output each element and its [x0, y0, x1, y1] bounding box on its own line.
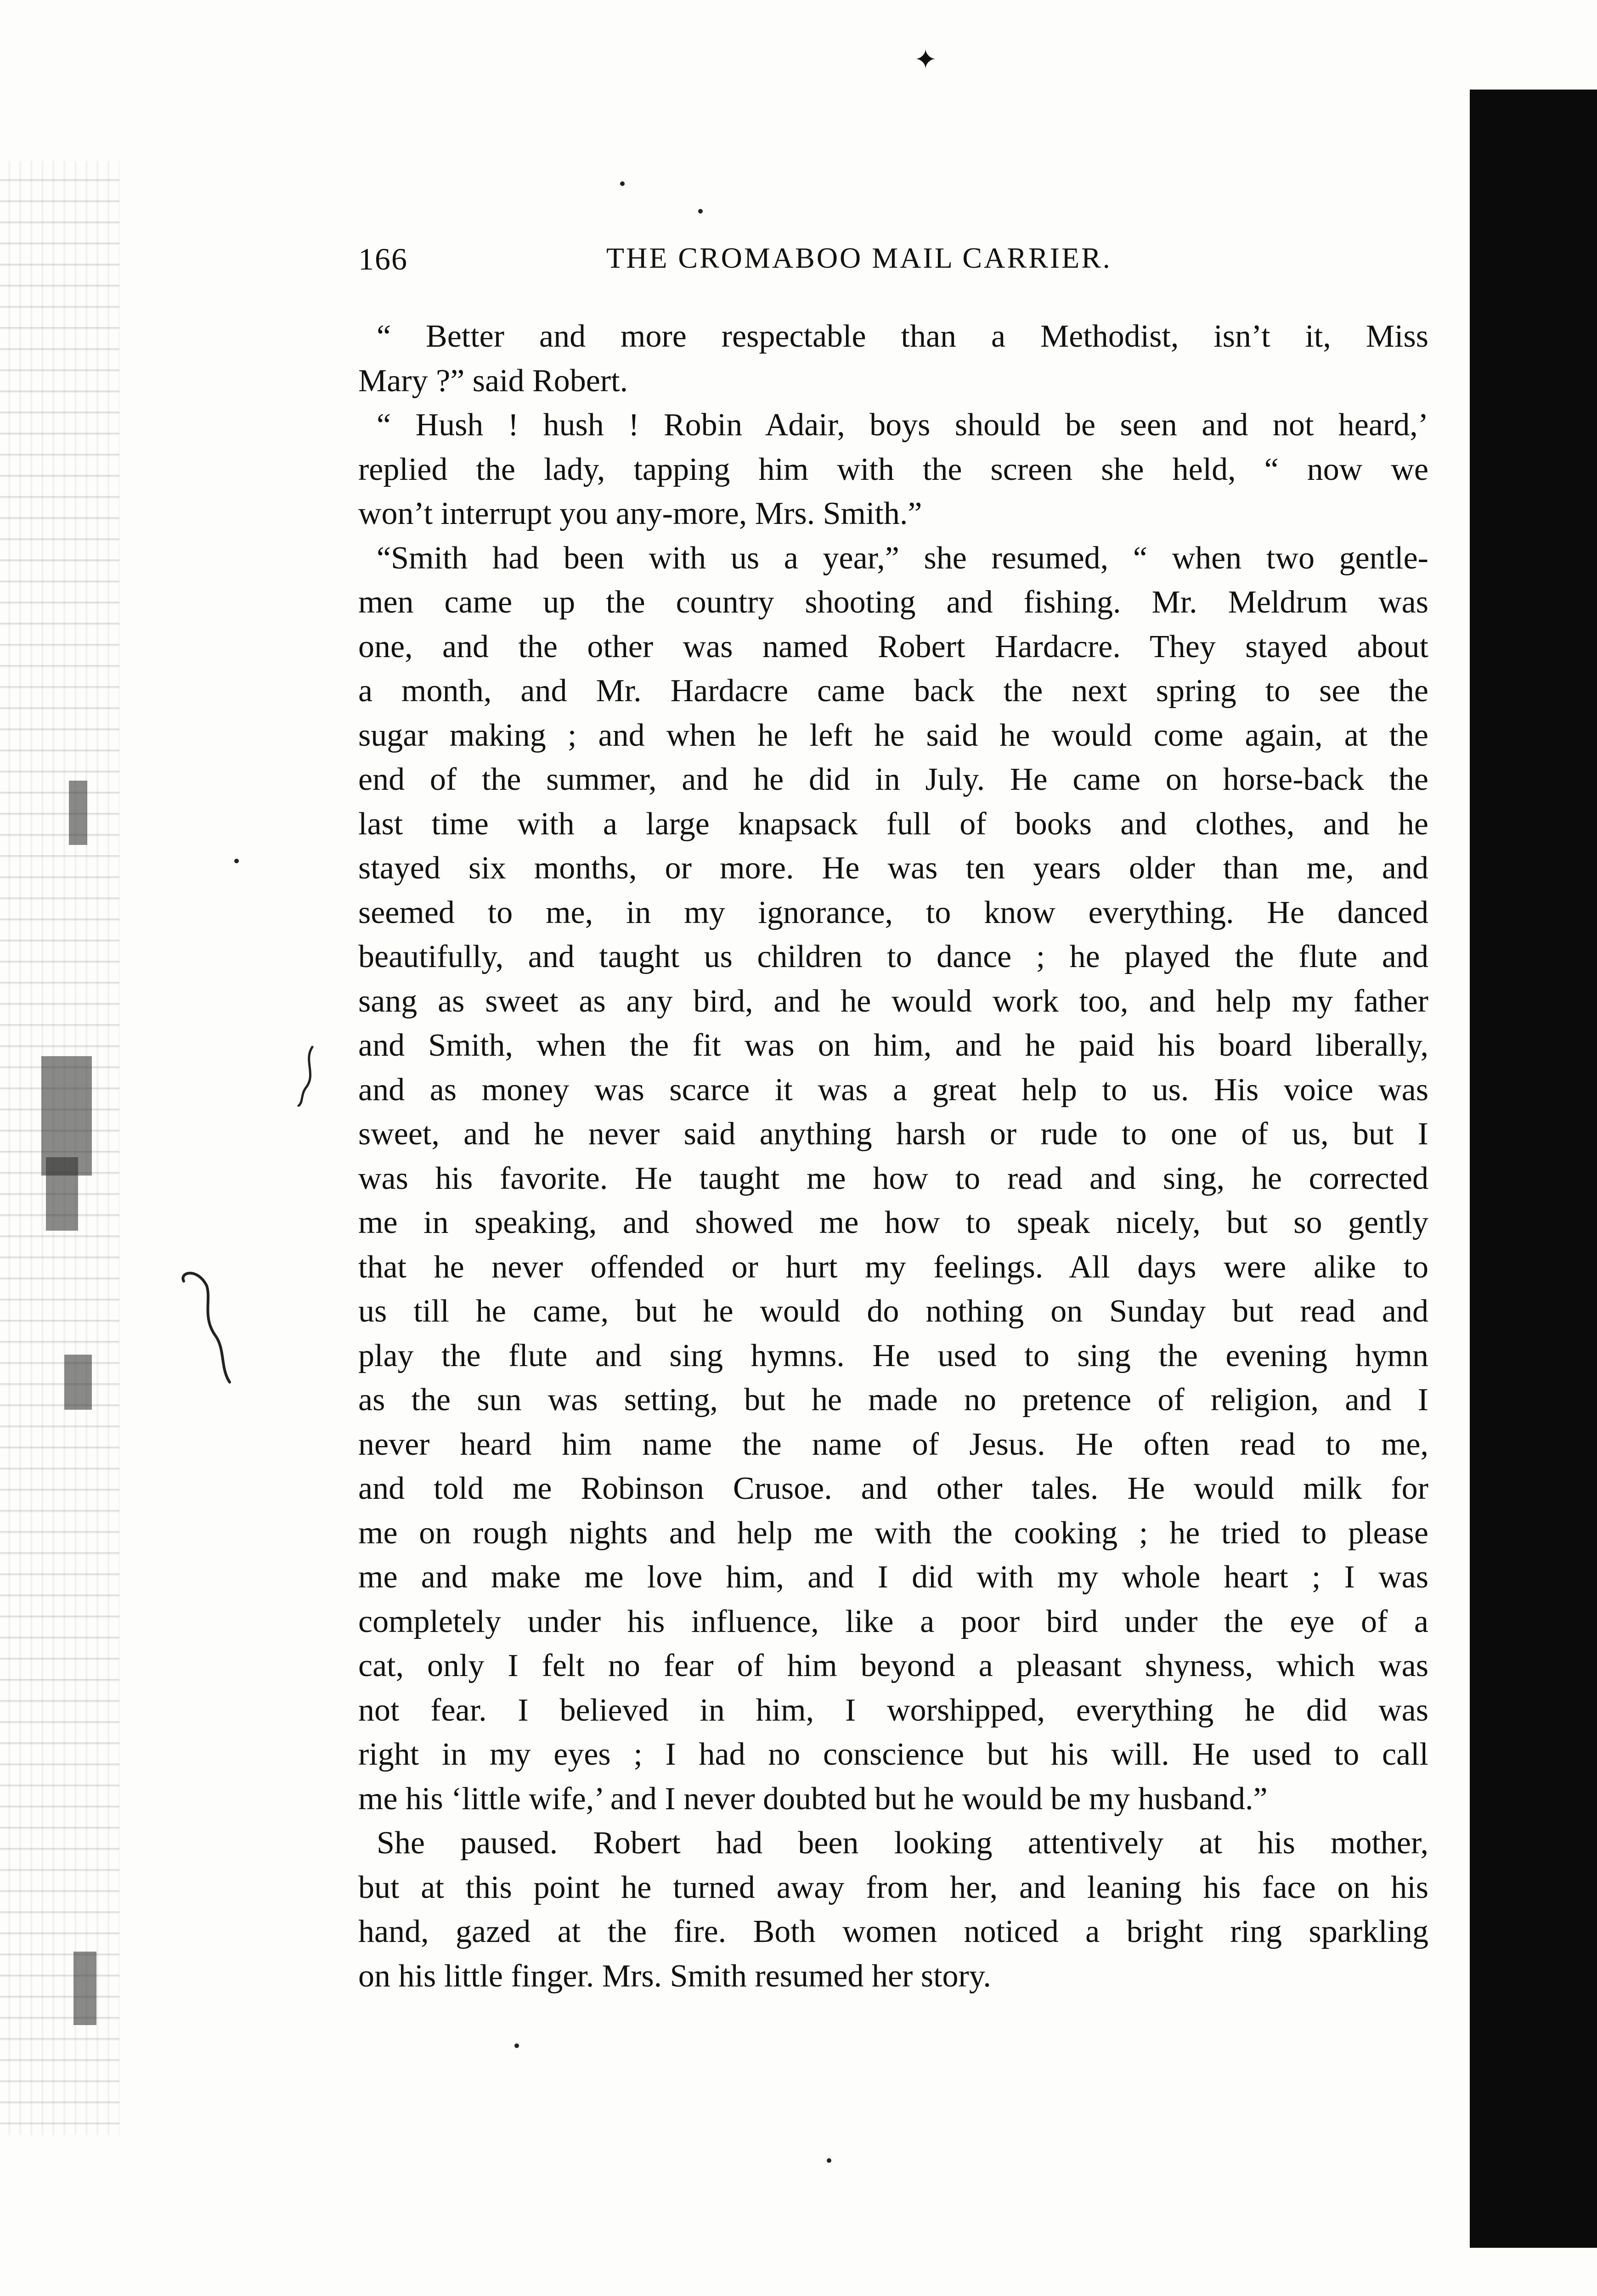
text-line: sweet, and he never said anything harsh or rude to one of us, but I: [358, 1116, 1428, 1152]
text-line: Mary ?” said Robert.: [358, 363, 628, 399]
text-line: that he never offended or hurt my feelings. All days were alike to: [358, 1249, 1428, 1285]
text-line: seemed to me, in my ignorance, to know everything. He danced: [358, 895, 1428, 930]
text-line: end of the summer, and he did in July. He came on horse-back the: [358, 762, 1428, 797]
page-header: [331, 241, 1433, 282]
text-line: and told me Robinson Crusoe. and other tales. He would milk for: [358, 1471, 1428, 1506]
text-line: men came up the country shooting and fishing. Mr. Meldrum was: [358, 585, 1428, 620]
scan-blot: [69, 781, 87, 845]
text-line: one, and the other was named Robert Hardacre. They stayed about: [358, 629, 1428, 664]
text-line: a month, and Mr. Hardacre came back the next spring to see the: [358, 673, 1428, 709]
scan-blot: [46, 1157, 78, 1231]
scan-speck: [698, 209, 703, 214]
scan-speck: [234, 859, 239, 863]
scan-speck: [827, 2158, 831, 2163]
text-line: was his favorite. He taught me how to read and sing, he corrected: [358, 1160, 1428, 1196]
text-line: right in my eyes ; I had no conscience but his will. He used to call: [358, 1737, 1428, 1772]
scan-speck: [620, 181, 625, 186]
body-text: [358, 315, 1428, 1998]
text-line: me his ‘little wife,’ and I never doubted but he would be my husband.”: [358, 1781, 1268, 1817]
text-line: “ Better and more respectable than a Methodist, isn’t it, Miss: [377, 319, 1428, 354]
text-line: cat, only I felt no fear of him beyond a pleasant shyness, which was: [358, 1648, 1428, 1683]
text-line: us till he came, but he would do nothing on Sunday but read and: [358, 1294, 1428, 1329]
pencil-annotation-mark: [294, 1042, 322, 1107]
scan-edge-shadow: [1470, 90, 1597, 2248]
text-line: She paused. Robert had been looking attentively at his mother,: [377, 1825, 1428, 1861]
text-line: not fear. I believed in him, I worshipped, everything he did was: [358, 1692, 1428, 1728]
pencil-annotation-mark: [175, 1267, 239, 1387]
text-line: and as money was scarce it was a great help to us. His voice was: [358, 1072, 1428, 1108]
text-line: won’t interrupt you any-more, Mrs. Smith.”: [358, 496, 922, 531]
text-line: sang as sweet as any bird, and he would work too, and help my father: [358, 983, 1428, 1019]
text-line: hand, gazed at the fire. Both women noticed a bright ring sparkling: [358, 1914, 1428, 1949]
text-line: “ Hush ! hush ! Robin Adair, boys should be seen and not heard,’: [377, 407, 1428, 443]
text-line: play the flute and sing hymns. He used to sing the evening hymn: [358, 1338, 1428, 1373]
text-line: never heard him name the name of Jesus. He often read to me,: [358, 1426, 1428, 1462]
text-line: last time with a large knapsack full of books and clothes, and he: [358, 806, 1428, 842]
scan-ink-mark: ✦: [914, 45, 937, 75]
text-line: as the sun was setting, but he made no pretence of religion, and I: [358, 1382, 1428, 1418]
text-line: me on rough nights and help me with the cooking ; he tried to please: [358, 1515, 1428, 1551]
scan-blot: [73, 1952, 96, 2025]
page-number: 166: [358, 242, 408, 276]
scan-speck: [514, 2043, 519, 2048]
text-line: stayed six months, or more. He was ten years older than me, and: [358, 850, 1428, 886]
scan-blot: [64, 1355, 92, 1410]
text-line: me in speaking, and showed me how to speak nicely, but so gently: [358, 1205, 1428, 1240]
running-head: THE CROMABOO MAIL CARRIER.: [606, 242, 1112, 274]
text-line: me and make me love him, and I did with my whole heart ; I was: [358, 1559, 1428, 1595]
text-line: beautifully, and taught us children to dance ; he played the flute and: [358, 939, 1428, 974]
text-line: sugar making ; and when he left he said he would come again, at the: [358, 717, 1428, 753]
text-line: but at this point he turned away from her, and leaning his face on his: [358, 1869, 1428, 1905]
text-line: and Smith, when the fit was on him, and he paid his board liberally,: [358, 1028, 1428, 1063]
text-line: on his little finger. Mrs. Smith resumed her story.: [358, 1958, 991, 1994]
text-line: “Smith had been with us a year,” she resumed, “ when two gentle-: [377, 540, 1428, 576]
text-line: replied the lady, tapping him with the screen she held, “ now we: [358, 451, 1428, 487]
text-line: completely under his influence, like a poor bird under the eye of a: [358, 1604, 1428, 1639]
